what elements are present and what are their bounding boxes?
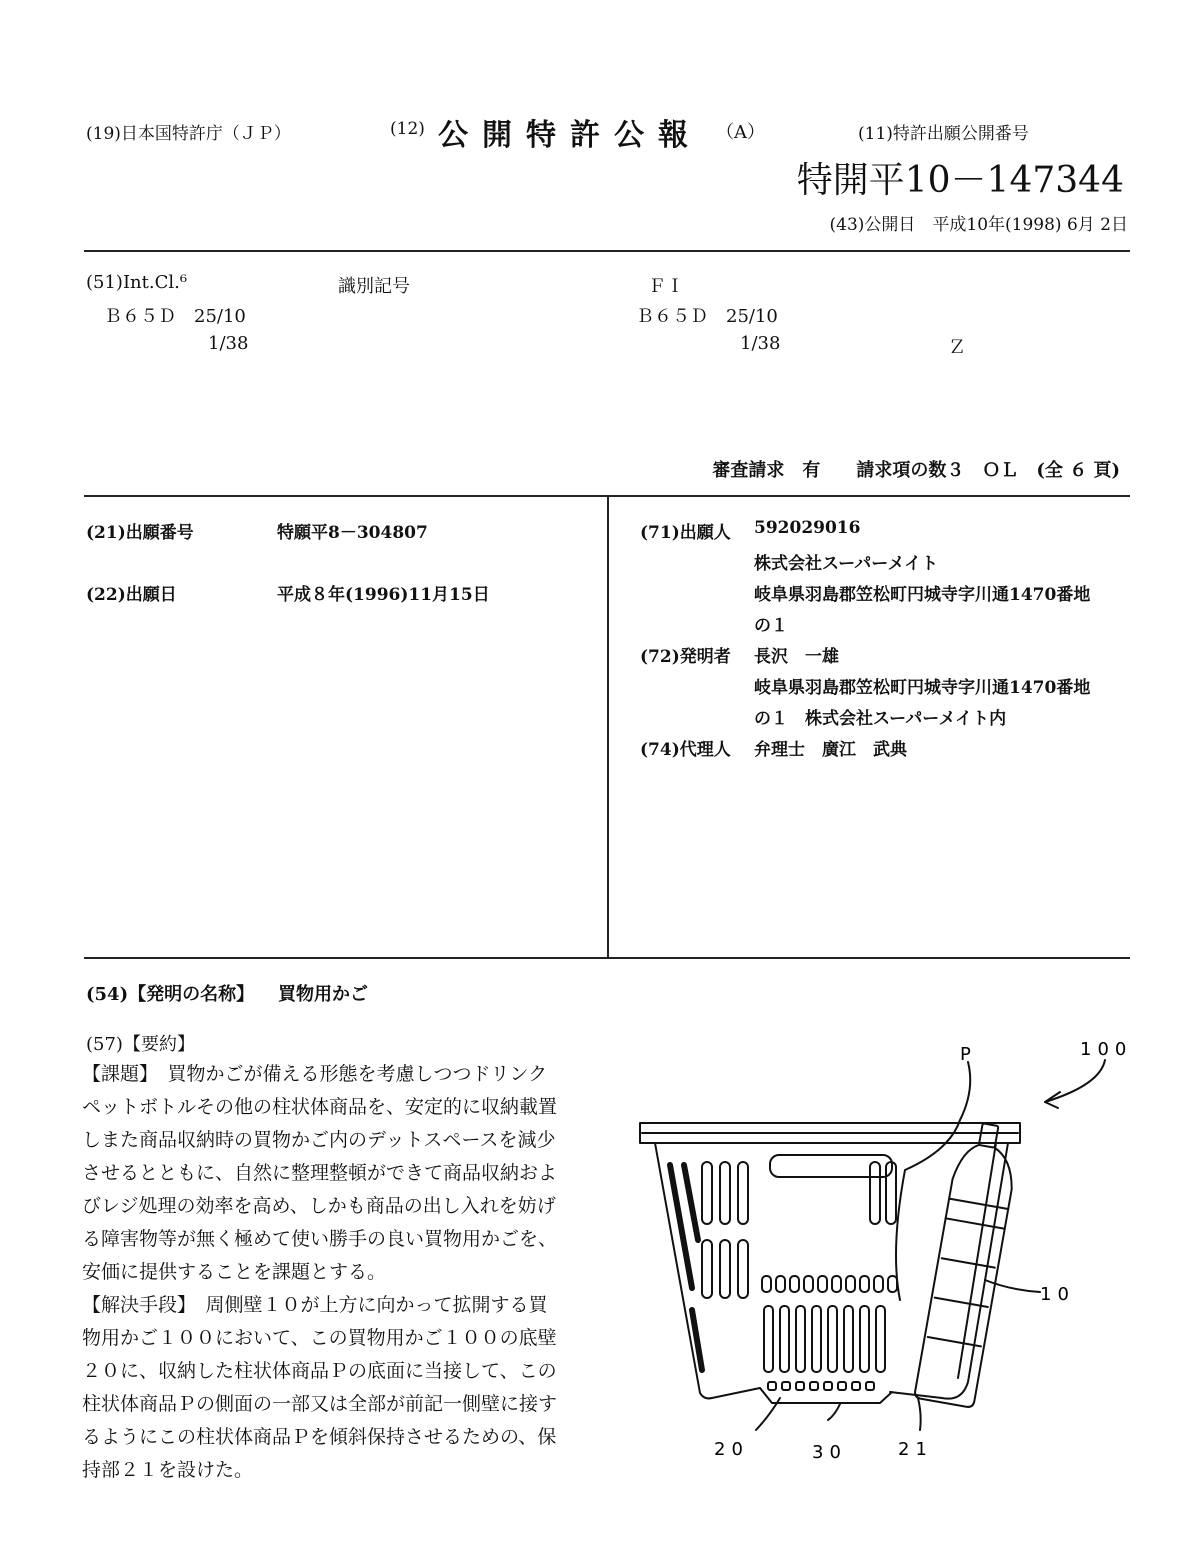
abstract-line: びレジ処理の効率を高め、しかも商品の出し入れを妨げ [82,1195,556,1217]
pet-bottle [914,1120,1022,1408]
applicant-address-1: 岐阜県羽島郡笠松町円城寺字川通1470番地 [754,585,1091,605]
application-number: 特願平8－304807 [277,523,428,543]
abstract-line: 【解決手段】 周側壁１０が上方に向かって拡開する買 [82,1294,548,1316]
intcl-label: (51)Int.Cl.⁶ [86,272,188,293]
publication-kind-suffix: （A） [716,122,765,143]
identification-code-label: 識別記号 [338,276,410,297]
applicant-address-2: の１ [754,616,788,636]
publication-kind-title: 公開特許公報 [438,118,702,153]
label-10: 10 [1040,1284,1075,1305]
application-number-label: (21)出願番号 [86,523,194,543]
label-p: P [960,1044,971,1065]
inventor-name: 長沢 一雄 [754,647,839,667]
inventor-address-1: 岐阜県羽島郡笠松町円城寺字川通1470番地 [754,678,1091,698]
header-rule [84,250,1130,252]
abstract-line: しまた商品収納時の買物かご内のデットスペースを減少 [82,1129,556,1151]
invention-title-label: (54)【発明の名称】 [86,984,255,1005]
abstract-line: 柱状体商品Ｐの側面の一部又は全部が前記一側壁に接す [82,1393,558,1415]
label-100: 100 [1080,1039,1133,1060]
abstract-line: る障害物等が無く極めて使い勝手の良い買物用かごを、 [82,1228,558,1250]
applicant-name: 株式会社スーパーメイト [754,554,939,574]
fi-code-2: 1/38 [740,333,781,354]
agent-name: 弁理士 廣江 武典 [754,740,907,760]
applicant-label: (71)出願人 [640,523,731,543]
kind-code: (12) [390,119,425,139]
invention-title: 買物用かご [278,984,368,1005]
basket-lower-slots [764,1306,885,1372]
basket-bottom-holes [768,1382,874,1390]
biblio-rule [84,957,1130,959]
basket-figure [620,1030,1160,1470]
label-30: 30 [812,1442,847,1463]
applicant-id: 592029016 [754,518,861,538]
publication-number-label: (11)特許出願公開番号 [858,124,1029,144]
fi-code-2-suffix: Ｚ [948,337,966,358]
abstract-line: 【課題】 買物かごが備える形態を考慮しつつドリンク [82,1063,548,1085]
fi-code-1: Ｂ６５Ｄ 25/10 [636,306,778,327]
fi-label: ＦＩ [648,276,684,297]
label-21: 21 [898,1439,933,1460]
intcl-code-2: 1/38 [208,333,249,354]
filing-date: 平成８年(1996)11月15日 [277,585,490,605]
abstract-line: ２０に、収納した柱状体商品Ｐの底面に当接して、この [82,1360,557,1382]
office-name: (19)日本国特許庁（ＪＰ） [86,124,291,144]
publication-date: (43)公開日 平成10年(1998) 6月 2日 [829,215,1128,235]
filing-date-label: (22)出願日 [86,585,177,605]
abstract-heading: (57)【要約】 [86,1034,195,1055]
abstract-line: 安価に提供することを課題とする。 [82,1261,387,1283]
abstract-line: ペットボトルその他の柱状体商品を、安定的に収納載置 [82,1096,558,1118]
inventor-label: (72)発明者 [640,647,731,667]
agent-label: (74)代理人 [640,740,731,760]
abstract-line: 物用かご１００において、この買物用かご１００の底壁 [82,1327,557,1349]
abstract-line: 持部２１を設けた。 [82,1459,254,1481]
abstract-line: させるとともに、自然に整理整頓ができて商品収納およ [82,1162,558,1184]
biblio-divider [607,496,609,958]
inventor-address-2: の１ 株式会社スーパーメイト内 [754,709,1007,729]
examination-request-line: 審査請求 有 請求項の数３ ＯＬ (全 ６ 頁) [712,460,1120,481]
basket-handle-slot [770,1155,892,1177]
basket-hole-row [762,1276,897,1292]
abstract-line: るようにこの柱状体商品Ｐを傾斜保持させるための、保 [82,1426,557,1448]
intcl-code-1: Ｂ６５Ｄ 25/10 [104,306,246,327]
label-20: 20 [714,1439,749,1460]
publication-number: 特開平10－147344 [796,160,1124,201]
